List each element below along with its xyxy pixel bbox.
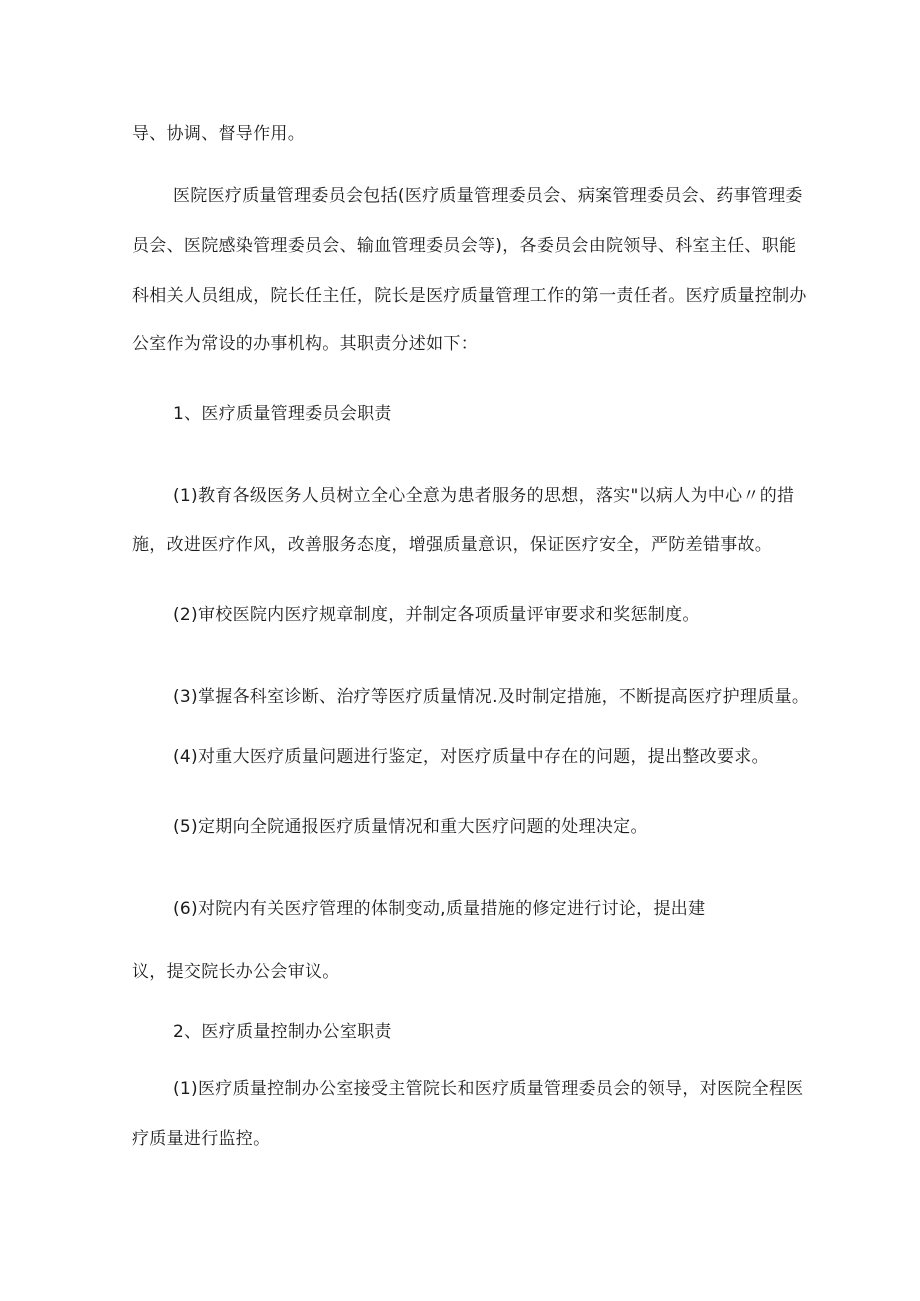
paragraph-line: 施，改进医疗作风，改善服务态度，增强质量意识，保证医疗安全，严防差错事故。 <box>132 535 773 555</box>
paragraph-line: (2)审校医院内医疗规章制度，并制定各项质量评审要求和奖惩制度。 <box>173 605 700 625</box>
section-heading: 2、医疗质量控制办公室职责 <box>173 1022 392 1042</box>
section-heading: 1、医疗质量管理委员会职责 <box>173 404 392 424</box>
paragraph-line: (1)教育各级医务人员树立全心全意为患者服务的思想，落实"以病人为中心〃的措 <box>173 486 795 506</box>
paragraph-line: 议，提交院长办公会审议。 <box>132 962 340 982</box>
paragraph-line: 医院医疗质量管理委员会包括(医疗质量管理委员会、病案管理委员会、药事管理委 <box>173 186 803 206</box>
paragraph-line: 疗质量进行监控。 <box>132 1129 271 1149</box>
paragraph-line: 导、协调、督导作用。 <box>132 124 305 144</box>
paragraph-line: 员会、医院感染管理委员会、输血管理委员会等)，各委员会由院领导、科室主任、职能 <box>132 236 797 256</box>
paragraph-line: (6)对院内有关医疗管理的体制变动,质量措施的修定进行讨论，提出建 <box>173 899 706 919</box>
paragraph-line: 公室作为常设的办事机构。其职责分述如下： <box>132 334 478 354</box>
paragraph-line: (3)掌握各科室诊断、治疗等医疗质量情况.及时制定措施，不断提高医疗护理质量。 <box>173 687 810 707</box>
paragraph-line: (5)定期向全院通报医疗质量情况和重大医疗问题的处理决定。 <box>173 817 648 837</box>
paragraph-line: 科相关人员组成，院长任主任，院长是医疗质量管理工作的第一责任者。医疗质量控制办 <box>132 286 807 306</box>
paragraph-line: (4)对重大医疗质量问题进行鉴定，对医疗质量中存在的问题，提出整改要求。 <box>173 747 769 767</box>
paragraph-line: (1)医疗质量控制办公室接受主管院长和医疗质量管理委员会的领导，对医院全程医 <box>173 1079 804 1099</box>
